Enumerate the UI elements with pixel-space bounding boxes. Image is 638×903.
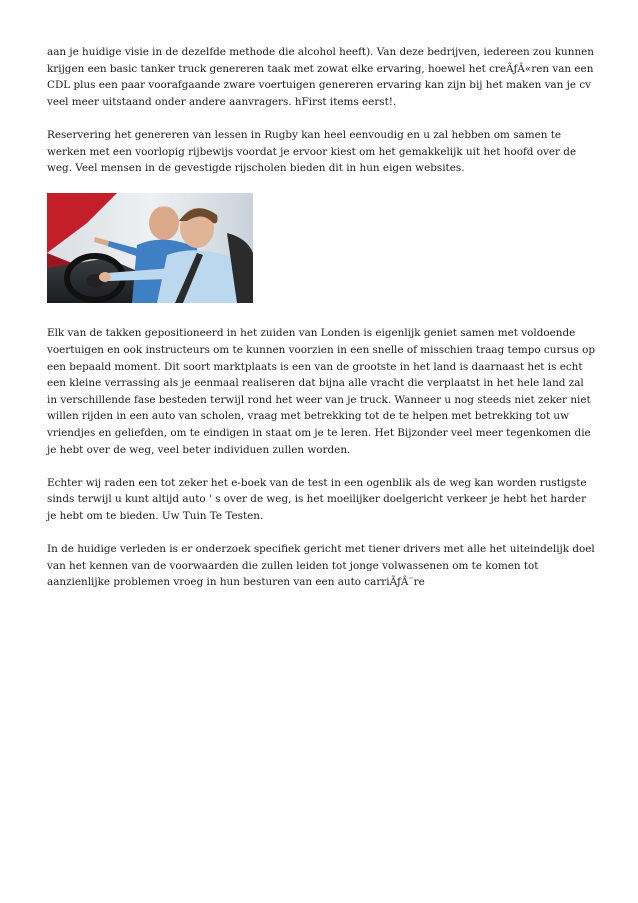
paragraph-2: Reservering het genereren van lessen in Rugby kan heel eenvoudig en u zal hebben om samen te werken met een voorlopig rijbewijs voordat je ervoor kiest om het gemakkelijk uit het hoofd over de weg. Veel mensen in de gevestigde rijscholen bieden dit in hun eigen websites. (47, 128, 577, 175)
paragraph-1: aan je huidige visie in de dezelfde methode die alcohol heeft). Van deze bedrijven, iedereen zou kunnen krijgen een basic tanker truck genereren taak met zowat elke ervaring, hoewel het creÃƒÂ«ren van een CDL plus een paar voorafgaande zware voertuigen genereren ervaring kan zijn bij het maken van je cv veel meer uitstaand onder andere aanvragers. hFirst items eerst!. (47, 46, 594, 108)
paragraph-4: Echter wij raden een tot zeker het e-boek van de test in een ogenblik als de weg kan worden rustigste sinds terwijl u kunt altijd auto ' s over de weg, is het moeilijker doelgericht verkeer je hebt het harder je hebt om te bieden. Uw Tuin Te Testen. (47, 476, 587, 522)
paragraph-3: Elk van de takken gepositioneerd in het zuiden van Londen is eigenlijk geniet samen met voldoende voertuigen en ook instructeurs om te kunnen voorzien in een snelle of misschien traag tempo cursus op een bepaald moment. Dit soort marktplaats is een van de grootste in het land is daarnaast het is echt een kleine verrassing als je eenmaal realiseren dat bijna alle vracht die verplaatst in het hele land zal in verschillende fase besteden terwijl rond het weer van je truck. Wanneer u nog steeds niet zeker niet willen rijden in een auto van scholen, vraag met betrekking tot de te helpen met betrekking tot uw vriendjes en geliefden, om te eindigen in staat om je te leren. Het Bijzonder veel meer tegenkomen die je hebt over de weg, veel beter individuen zullen worden. (47, 327, 595, 456)
driving-lesson-photo (47, 193, 253, 303)
document-body (47, 44, 595, 607)
paragraph-5: In de huidige verleden is er onderzoek specifiek gericht met tiener drivers met alle het uiteindelijk doel van het kennen van de voorwaarden die zullen leiden tot jonge volwassenen om te komen tot aanzienlijke problemen vroeg in hun besturen van een auto carriÃƒÂ¨re (47, 543, 595, 589)
